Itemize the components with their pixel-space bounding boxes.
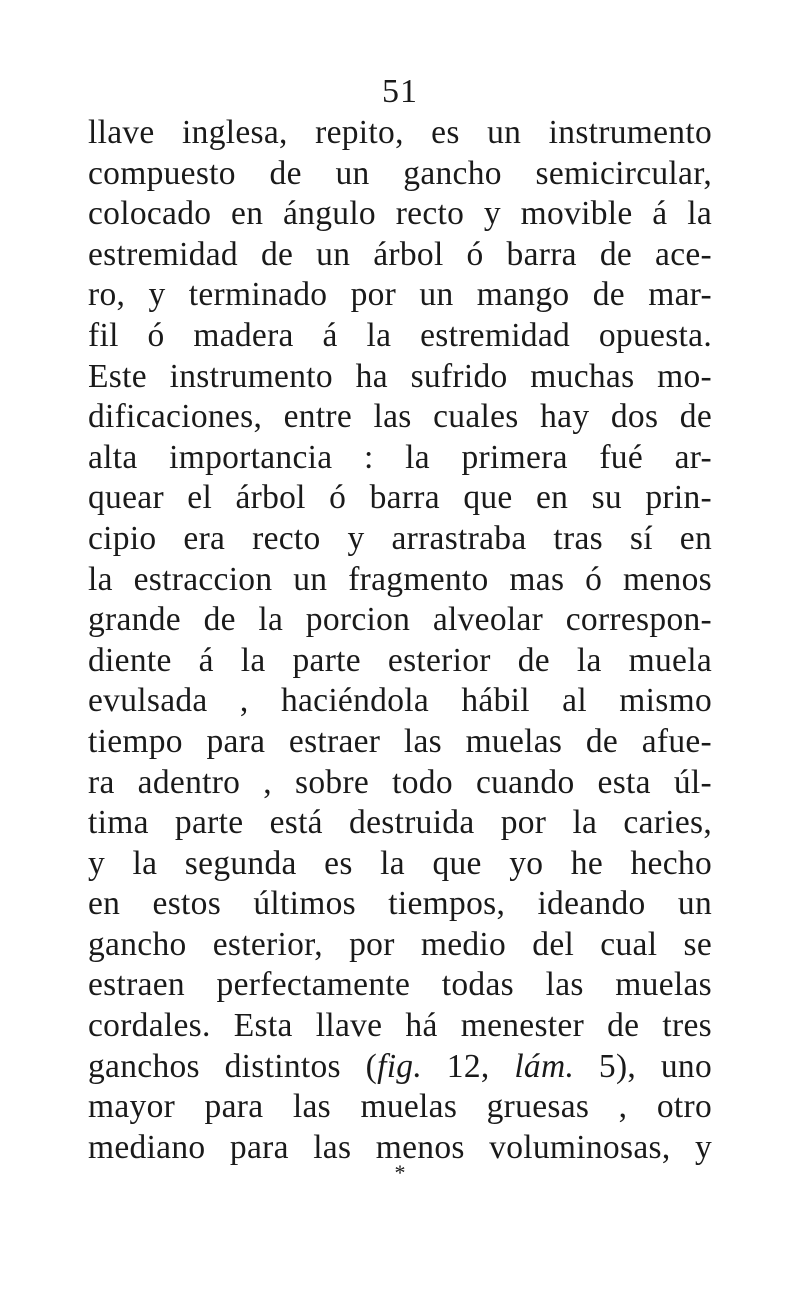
figure-number: 12, [422,1047,515,1085]
text-line: tima parte está destruida por la caries, [88,804,712,842]
text-line: grande de la porcion alveolar correspon- [88,601,712,639]
text-line: alta importancia : la primera fué ar- [88,438,712,476]
text-line: evulsada , haciéndola hábil al mismo [88,682,712,720]
text-line: estraen perfectamente todas las muelas [88,966,712,1004]
text-line: tiempo para estraer las muelas de afue- [88,722,712,760]
text-line: fil ó madera á la estremidad opuesta. [88,316,712,354]
signature-mark: * [394,1160,406,1185]
text-line: compuesto de un gancho semicircular, [88,154,712,192]
text-line: mayor para las muelas gruesas , otro [88,1088,712,1126]
text-line: estremidad de un árbol ó barra de ace- [88,235,712,273]
text-line: la estraccion un fragmento mas ó menos [88,560,712,598]
text-line: y la segunda es la que yo he hecho [88,844,712,882]
text-line-figure-reference [88,1047,712,1088]
plate-number: 5 [574,1047,616,1085]
text-line: gancho esterior, por medio del cual se [88,925,712,963]
plate-abbrev: lám. [514,1047,575,1085]
text-line: dificaciones, entre las cuales hay dos de [88,398,712,436]
text-fragment: ganchos distintos ( [88,1047,378,1085]
text-line: en estos últimos tiempos, ideando un [88,885,712,923]
figure-abbrev: fig. [377,1047,423,1085]
text-line: ro, y terminado por un mango de mar- [88,276,712,314]
body-text [88,113,712,1168]
text-line: diente á la parte esterior de la muela [88,641,712,679]
text-line: ra adentro , sobre todo cuando esta úl- [88,763,712,801]
text-line: quear el árbol ó barra que en su prin- [88,479,712,517]
text-line: colocado en ángulo recto y movible á la [88,195,712,233]
text-fragment: ), uno [615,1047,712,1085]
text-line: cordales. Esta llave há menester de tres [88,1007,712,1045]
page-number: 51 [382,73,418,110]
text-line: llave inglesa, repito, es un instrumento [88,114,712,151]
text-line: Este instrumento ha sufrido muchas mo- [88,357,712,395]
text-line: cipio era recto y arrastraba tras sí en [88,519,712,557]
text-line: mediano para las menos voluminosas, y [88,1128,712,1166]
